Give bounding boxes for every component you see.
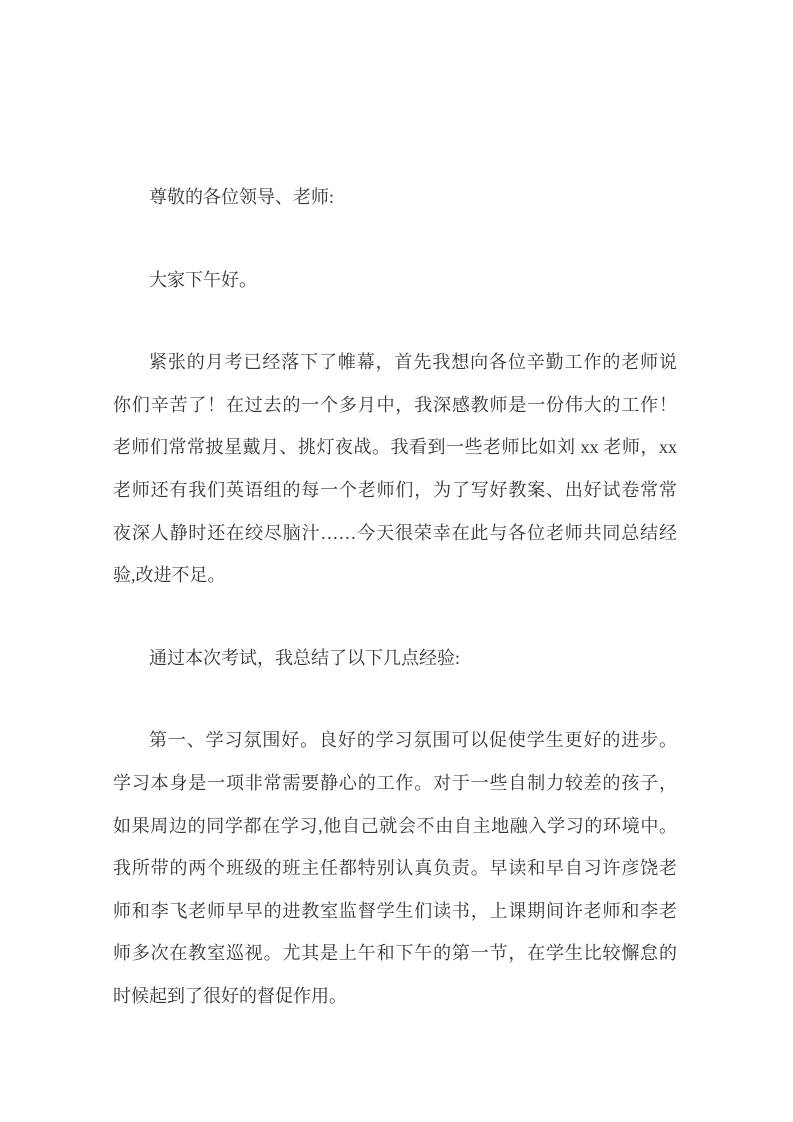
text-line: 第一、学习氛围好。良好的学习氛围可以促使学生更好的进步。 bbox=[149, 730, 677, 751]
paragraph-greeting bbox=[113, 259, 677, 302]
text-line: 尊敬的各位领导、老师: bbox=[149, 187, 334, 207]
text-line: 学习本身是一项非常需要静心的工作。对于一些自制力较差的孩子， bbox=[113, 772, 677, 793]
document-page bbox=[113, 176, 677, 1058]
text-line: 紧张的月考已经落下了帷幕，首先我想向各位辛勤工作的老师说 bbox=[149, 352, 677, 373]
text-line: 时候起到了很好的督促作用。 bbox=[113, 985, 347, 1006]
text-line: 师多次在教室巡视。尤其是上午和下午的第一节，在学生比较懈怠的 bbox=[113, 943, 677, 964]
text-line: 通过本次考试，我总结了以下几点经验: bbox=[149, 647, 460, 668]
text-line: 老师还有我们英语组的每一个老师们，为了写好教案、出好试卷常常 bbox=[113, 479, 677, 500]
text-line: 你们辛苦了！在过去的一个多月中，我深感教师是一份伟大的工作！ bbox=[113, 394, 677, 415]
paragraph-transition bbox=[113, 637, 677, 680]
text-line: 老师们常常披星戴月、挑灯夜战。我看到一些老师比如刘 xx 老师，xx bbox=[113, 437, 677, 458]
text-line: 师和李飞老师早早的进教室监督学生们读书，上课期间许老师和李老 bbox=[113, 900, 677, 921]
text-line: 夜深人静时还在绞尽脑汁……今天很荣幸在此与各位老师共同总结经 bbox=[113, 522, 677, 543]
paragraph-salutation bbox=[113, 176, 677, 219]
paragraph-intro bbox=[113, 341, 677, 597]
text-line: 我所带的两个班级的班主任都特别认真负责。早读和早自习许彦饶老 bbox=[113, 858, 677, 879]
text-line: 如果周边的同学都在学习,他自己就会不由自主地融入学习的环境中。 bbox=[113, 815, 677, 836]
text-line: 大家下午好。 bbox=[149, 269, 257, 290]
paragraph-point-1 bbox=[113, 719, 677, 1017]
text-line: 验,改进不足。 bbox=[113, 565, 226, 586]
